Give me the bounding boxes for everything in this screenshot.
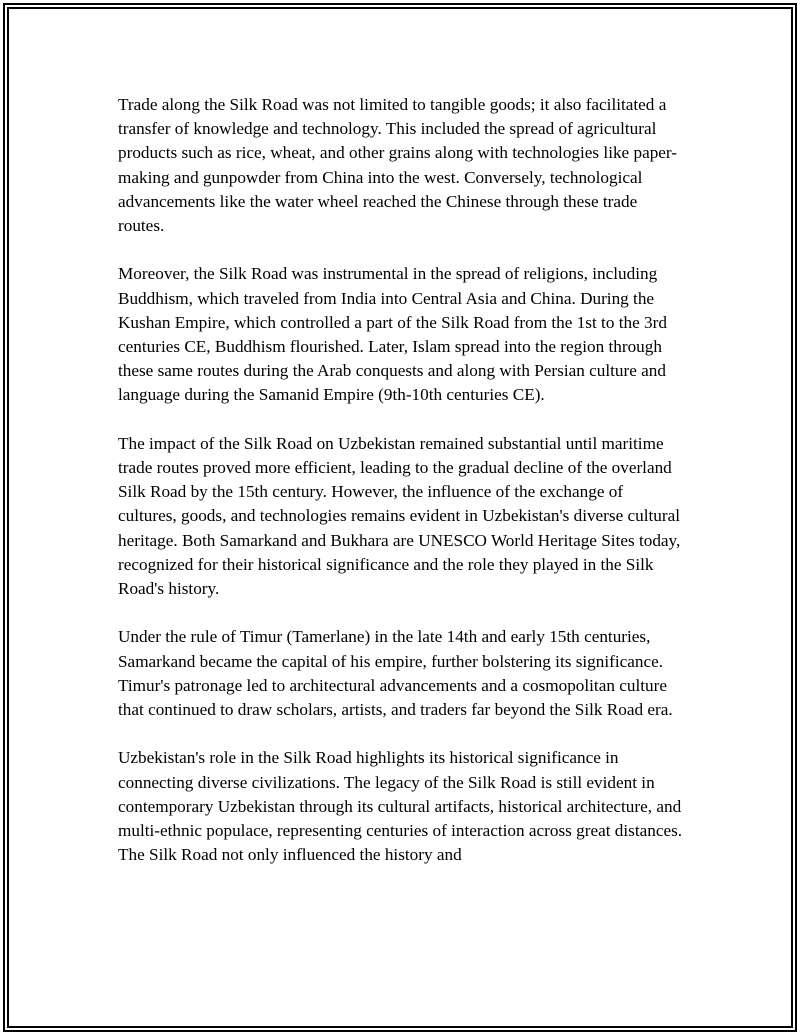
paragraph-timur: Under the rule of Timur (Tamerlane) in the late 14th and early 15th centuries, Samarkand became the capital of his empire, further bolstering its significance. Timur's patronage led to architectural advancements and a cosmopolitan culture that continued to draw scholars, artists, and traders far beyond the Silk Road era. (118, 627, 673, 720)
paragraph-legacy: Uzbekistan's role in the Silk Road highlights its historical significance in connecting diverse civilizations. The legacy of the Silk Road is still evident in contemporary Uzbekistan through its cultural artifacts, historical architecture, and multi-ethnic populace, representing centuries of interaction across great distances. The Silk Road not only influenced the history and (118, 748, 683, 865)
paragraph-impact-on-uzbekistan: The impact of the Silk Road on Uzbekistan remained substantial until maritime trade routes proved more efficient, leading to the gradual decline of the overland Silk Road by the 15th century. However, the influence of the exchange of cultures, goods, and technologies remains evident in Uzbekistan's diverse cultural heritage. Both Samarkand and Bukhara are UNESCO World Heritage Sites today, recognized for their historical significance and the role they played in the Silk Road's history. (118, 433, 681, 599)
paragraph-knowledge-transfer: Trade along the Silk Road was not limited to tangible goods; it also facilitated a transfer of knowledge and technology. This included the spread of agricultural products such as rice, wheat, and other grains along with technologies like paper-making and gunpowder from China into the west. Conversely, technological advancements like the water wheel reached the Chinese through these trade routes. (118, 95, 678, 236)
document-body (118, 93, 684, 892)
paragraph-religions: Moreover, the Silk Road was instrumental in the spread of religions, including Buddhism, which traveled from India into Central Asia and China. During the Kushan Empire, which controlled a part of the Silk Road from the 1st to the 3rd centuries CE, Buddhism flourished. Later, Islam spread into the region through these same routes during the Arab conquests and along with Persian culture and language during the Samanid Empire (9th-10th centuries CE). (118, 264, 667, 405)
